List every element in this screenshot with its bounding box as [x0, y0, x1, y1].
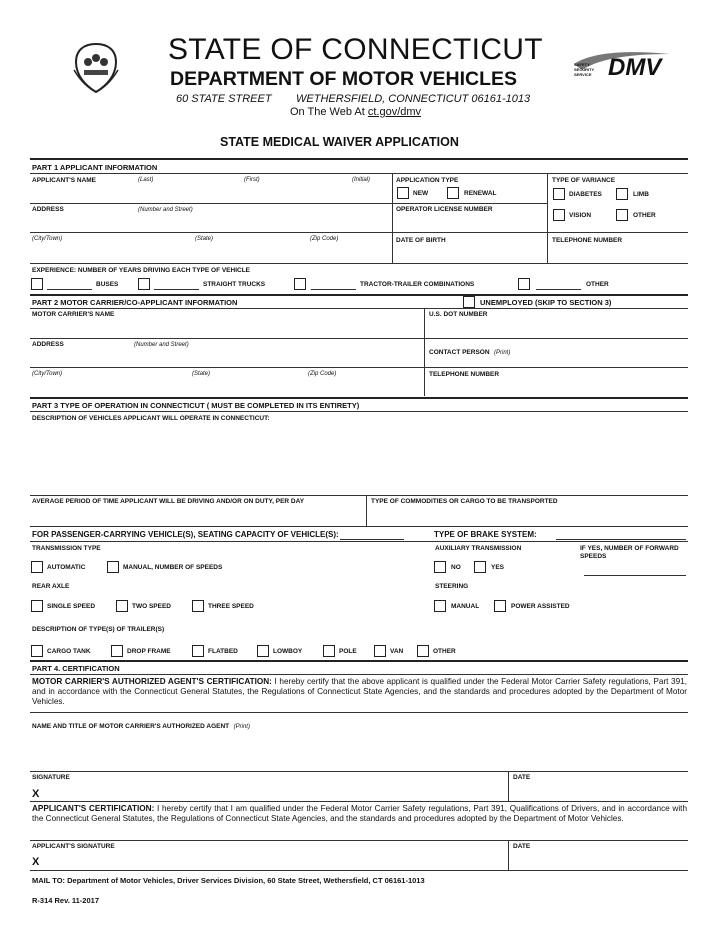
- part4-title: PART 4. CERTIFICATION: [32, 664, 120, 673]
- address-street: 60 STATE STREET: [176, 93, 272, 105]
- buses-years-blank[interactable]: [47, 289, 92, 290]
- straight-trucks-years-blank[interactable]: [154, 289, 199, 290]
- brake-blank[interactable]: [556, 539, 686, 540]
- vehicle-description-field[interactable]: [30, 424, 685, 494]
- buses-checkbox[interactable]: [31, 278, 43, 290]
- first-hint: (First): [244, 177, 260, 183]
- trailer-other-label: OTHER: [433, 648, 456, 655]
- applicant-certification-text: I hereby certify that I am qualified under the Federal Motor Carrier Safety regulations, Part 391, Qualifications of Drivers, and in accordance with the Connecticut General Statutes, the Regulations of Connecticut State Agencies, and the standards and procedures adopted by the Department of Motor Vehicles.: [32, 804, 687, 823]
- signature-x: X: [32, 788, 40, 800]
- form-title: STATE MEDICAL WAIVER APPLICATION: [220, 135, 459, 149]
- pole-checkbox[interactable]: [323, 645, 335, 657]
- type-of-variance-label: TYPE OF VARIANCE: [552, 177, 616, 184]
- carrier-address-field[interactable]: [30, 349, 420, 365]
- steering-label: STEERING: [435, 583, 469, 590]
- straight-trucks-checkbox[interactable]: [138, 278, 150, 290]
- aux-transmission-label: AUXILIARY TRANSMISSION: [435, 545, 522, 552]
- single-speed-label: SINGLE SPEED: [47, 603, 96, 610]
- address-field[interactable]: [30, 214, 390, 230]
- city-town-hint: (City/Town): [32, 236, 63, 242]
- renewal-label: RENEWAL: [464, 190, 497, 197]
- date-field[interactable]: [511, 784, 685, 800]
- carrier-name-field[interactable]: [30, 319, 420, 335]
- contact-label: CONTACT PERSON: [429, 349, 490, 356]
- applicant-name-label: APPLICANT'S NAME: [32, 177, 97, 184]
- dob-field[interactable]: [394, 245, 544, 261]
- part3-title: PART 3 TYPE OF OPERATION IN CONNECTICUT ( MUST BE COMPLETED IN ITS ENTIRETY): [32, 401, 360, 410]
- applicant-date-label: DATE: [513, 843, 531, 850]
- state-hint: (State): [195, 236, 214, 242]
- operator-license-label: OPERATOR LICENSE NUMBER: [396, 206, 493, 213]
- straight-trucks-label: STRAIGHT TRUCKS: [203, 281, 266, 288]
- seating-label: FOR PASSENGER-CARRYING VEHICLE(S), SEATING CAPACITY OF VEHICLE(S):: [32, 530, 339, 539]
- applicant-signature-x: X: [32, 856, 40, 868]
- other-variance-checkbox[interactable]: [616, 209, 628, 221]
- commodities-field[interactable]: [369, 507, 685, 525]
- usdot-label: U.S. DOT NUMBER: [429, 311, 488, 318]
- state-seal-icon: [70, 40, 122, 96]
- unemployed-checkbox[interactable]: [463, 296, 475, 308]
- tractor-trailer-years-blank[interactable]: [311, 289, 356, 290]
- address-label: ADDRESS: [32, 206, 64, 213]
- dmv-logo: [572, 50, 672, 84]
- tractor-trailer-checkbox[interactable]: [294, 278, 306, 290]
- carrier-zip-hint: (Zip Code): [308, 371, 337, 377]
- renewal-checkbox[interactable]: [447, 187, 459, 199]
- carrier-telephone-field[interactable]: [427, 379, 685, 395]
- aux-yes-label: YES: [491, 564, 505, 571]
- flatbed-checkbox[interactable]: [192, 645, 204, 657]
- agent-name-print-hint: (Print): [233, 724, 250, 730]
- exp-other-years-blank[interactable]: [536, 289, 581, 290]
- operator-license-field[interactable]: [394, 214, 544, 230]
- carrier-address-label: ADDRESS: [32, 341, 64, 348]
- vision-label: VISION: [569, 212, 592, 219]
- part1-title: PART 1 APPLICANT INFORMATION: [32, 163, 158, 172]
- zip-hint: (Zip Code): [310, 236, 339, 242]
- forward-speeds-label: IF YES, NUMBER OF FORWARD SPEEDS: [580, 545, 679, 560]
- web-link[interactable]: ct.gov/dmv: [367, 106, 422, 118]
- lowboy-checkbox[interactable]: [257, 645, 269, 657]
- exp-other-label: OTHER: [586, 281, 609, 288]
- van-label: VAN: [390, 648, 404, 655]
- mail-to: MAIL TO: Department of Motor Vehicles, Driver Services Division, 60 State Street, Wethersfield, CT 06161-1013: [32, 876, 425, 885]
- web-prefix: On The Web At: [290, 106, 368, 118]
- telephone-field[interactable]: [550, 245, 685, 261]
- carrier-name-label: MOTOR CARRIER'S NAME: [32, 311, 115, 318]
- applicant-date-field[interactable]: [511, 852, 685, 868]
- department-title: DEPARTMENT OF MOTOR VEHICLES: [170, 68, 518, 90]
- exp-other-checkbox[interactable]: [518, 278, 530, 290]
- cargo-tank-checkbox[interactable]: [31, 645, 43, 657]
- contact-print-hint: (Print): [494, 350, 511, 356]
- two-speed-checkbox[interactable]: [116, 600, 128, 612]
- automatic-checkbox[interactable]: [31, 561, 43, 573]
- applicant-signature-field[interactable]: [44, 852, 504, 868]
- aux-yes-checkbox[interactable]: [474, 561, 486, 573]
- power-assisted-checkbox[interactable]: [494, 600, 506, 612]
- limb-label: LIMB: [633, 191, 649, 198]
- tractor-trailer-label: TRACTOR-TRAILER COMBINATIONS: [360, 281, 475, 288]
- applicant-name-field[interactable]: [30, 186, 390, 202]
- carrier-city-hint: (City/Town): [32, 371, 63, 377]
- drop-frame-label: DROP FRAME: [127, 648, 171, 655]
- unemployed-label: UNEMPLOYED (SKIP TO SECTION 3): [480, 298, 612, 307]
- manual-speeds-checkbox[interactable]: [107, 561, 119, 573]
- signature-label: SIGNATURE: [32, 774, 70, 781]
- dob-label: DATE OF BIRTH: [396, 237, 446, 244]
- contact-field[interactable]: [427, 349, 685, 365]
- part2-title: PART 2 MOTOR CARRIER/CO-APPLICANT INFORMATION: [32, 298, 238, 307]
- seating-blank[interactable]: [340, 539, 404, 540]
- van-checkbox[interactable]: [374, 645, 386, 657]
- forward-speeds-blank[interactable]: [584, 575, 686, 576]
- dmv-tagline: SAFETY SECURITY SERVICE: [574, 62, 595, 77]
- manual-speeds-label: MANUAL, NUMBER OF SPEEDS: [123, 564, 223, 571]
- aux-no-checkbox[interactable]: [434, 561, 446, 573]
- two-speed-label: TWO SPEED: [132, 603, 172, 610]
- applicant-signature-label: APPLICANT'S SIGNATURE: [32, 843, 115, 850]
- trailers-label: DESCRIPTION OF TYPE(S) OF TRAILER(S): [32, 626, 165, 633]
- commodities-label: TYPE OF COMMODITIES OR CARGO TO BE TRANSPORTED: [371, 498, 558, 505]
- single-speed-checkbox[interactable]: [31, 600, 43, 612]
- initial-hint: (Initial): [352, 177, 371, 183]
- address-city: WETHERSFIELD, CONNECTICUT 06161-1013: [296, 93, 531, 105]
- carrier-state-hint: (State): [192, 371, 211, 377]
- drop-frame-checkbox[interactable]: [111, 645, 123, 657]
- number-street-hint: (Number and Street): [138, 207, 193, 213]
- aux-no-label: NO: [451, 564, 461, 571]
- trailer-other-checkbox[interactable]: [417, 645, 429, 657]
- three-speed-checkbox[interactable]: [192, 600, 204, 612]
- new-checkbox[interactable]: [397, 187, 409, 199]
- flatbed-label: FLATBED: [208, 648, 238, 655]
- buses-label: BUSES: [96, 281, 119, 288]
- rear-axle-label: REAR AXLE: [32, 583, 70, 590]
- cargo-tank-label: CARGO TANK: [47, 648, 91, 655]
- new-label: NEW: [413, 190, 429, 197]
- agent-name-field[interactable]: [30, 724, 685, 768]
- web-line: [290, 106, 421, 118]
- vehicle-description-label: DESCRIPTION OF VEHICLES APPLICANT WILL OPERATE IN CONNECTICUT:: [32, 415, 270, 422]
- experience-label: EXPERIENCE: NUMBER OF YEARS DRIVING EACH TYPE OF VEHICLE: [32, 267, 251, 274]
- three-speed-label: THREE SPEED: [208, 603, 254, 610]
- agent-name-label: NAME AND TITLE OF MOTOR CARRIER'S AUTHORIZED AGENT: [32, 723, 230, 730]
- power-assisted-label: POWER ASSISTED: [511, 603, 570, 610]
- last-hint: (Last): [138, 177, 154, 183]
- carrier-telephone-label: TELEPHONE NUMBER: [429, 371, 500, 378]
- signature-field[interactable]: [44, 784, 504, 800]
- brake-label: TYPE OF BRAKE SYSTEM:: [434, 530, 537, 539]
- form-number: R-314 Rev. 11-2017: [32, 896, 99, 905]
- applicant-certification-heading: APPLICANT'S CERTIFICATION:: [32, 804, 155, 813]
- diabetes-checkbox[interactable]: [553, 188, 565, 200]
- avg-period-label: AVERAGE PERIOD OF TIME APPLICANT WILL BE DRIVING AND/OR ON DUTY, PER DAY: [32, 498, 305, 505]
- agent-certification-text: I hereby certify that the above applicant is qualified under the Federal Motor Carrier Safety regulations, Part 391, and in accordance with the Connecticut General Statutes, the Regulations of Connecticut State Agencies, and the standards and procedures adopted by the Department of Motor Vehicles.: [32, 677, 687, 706]
- pole-label: POLE: [339, 648, 357, 655]
- steering-manual-checkbox[interactable]: [434, 600, 446, 612]
- state-title: STATE OF CONNECTICUT: [168, 33, 543, 66]
- carrier-number-street-hint: (Number and Street): [134, 342, 189, 348]
- limb-checkbox[interactable]: [616, 188, 628, 200]
- telephone-label: TELEPHONE NUMBER: [552, 237, 623, 244]
- automatic-label: AUTOMATIC: [47, 564, 86, 571]
- date-label: DATE: [513, 774, 531, 781]
- agent-certification: [32, 677, 687, 707]
- transmission-label: TRANSMISSION TYPE: [32, 545, 101, 552]
- other-variance-label: OTHER: [633, 212, 656, 219]
- application-type-label: APPLICATION TYPE: [396, 177, 459, 184]
- applicant-certification: [32, 804, 687, 824]
- steering-manual-label: MANUAL: [451, 603, 480, 610]
- lowboy-label: LOWBOY: [273, 648, 303, 655]
- agent-certification-heading: MOTOR CARRIER'S AUTHORIZED AGENT'S CERTIFICATION:: [32, 677, 272, 686]
- vision-checkbox[interactable]: [553, 209, 565, 221]
- usdot-field[interactable]: [427, 319, 685, 335]
- avg-period-field[interactable]: [30, 507, 364, 525]
- dmv-logo-text: DMV: [608, 54, 662, 81]
- diabetes-label: DIABETES: [569, 191, 602, 198]
